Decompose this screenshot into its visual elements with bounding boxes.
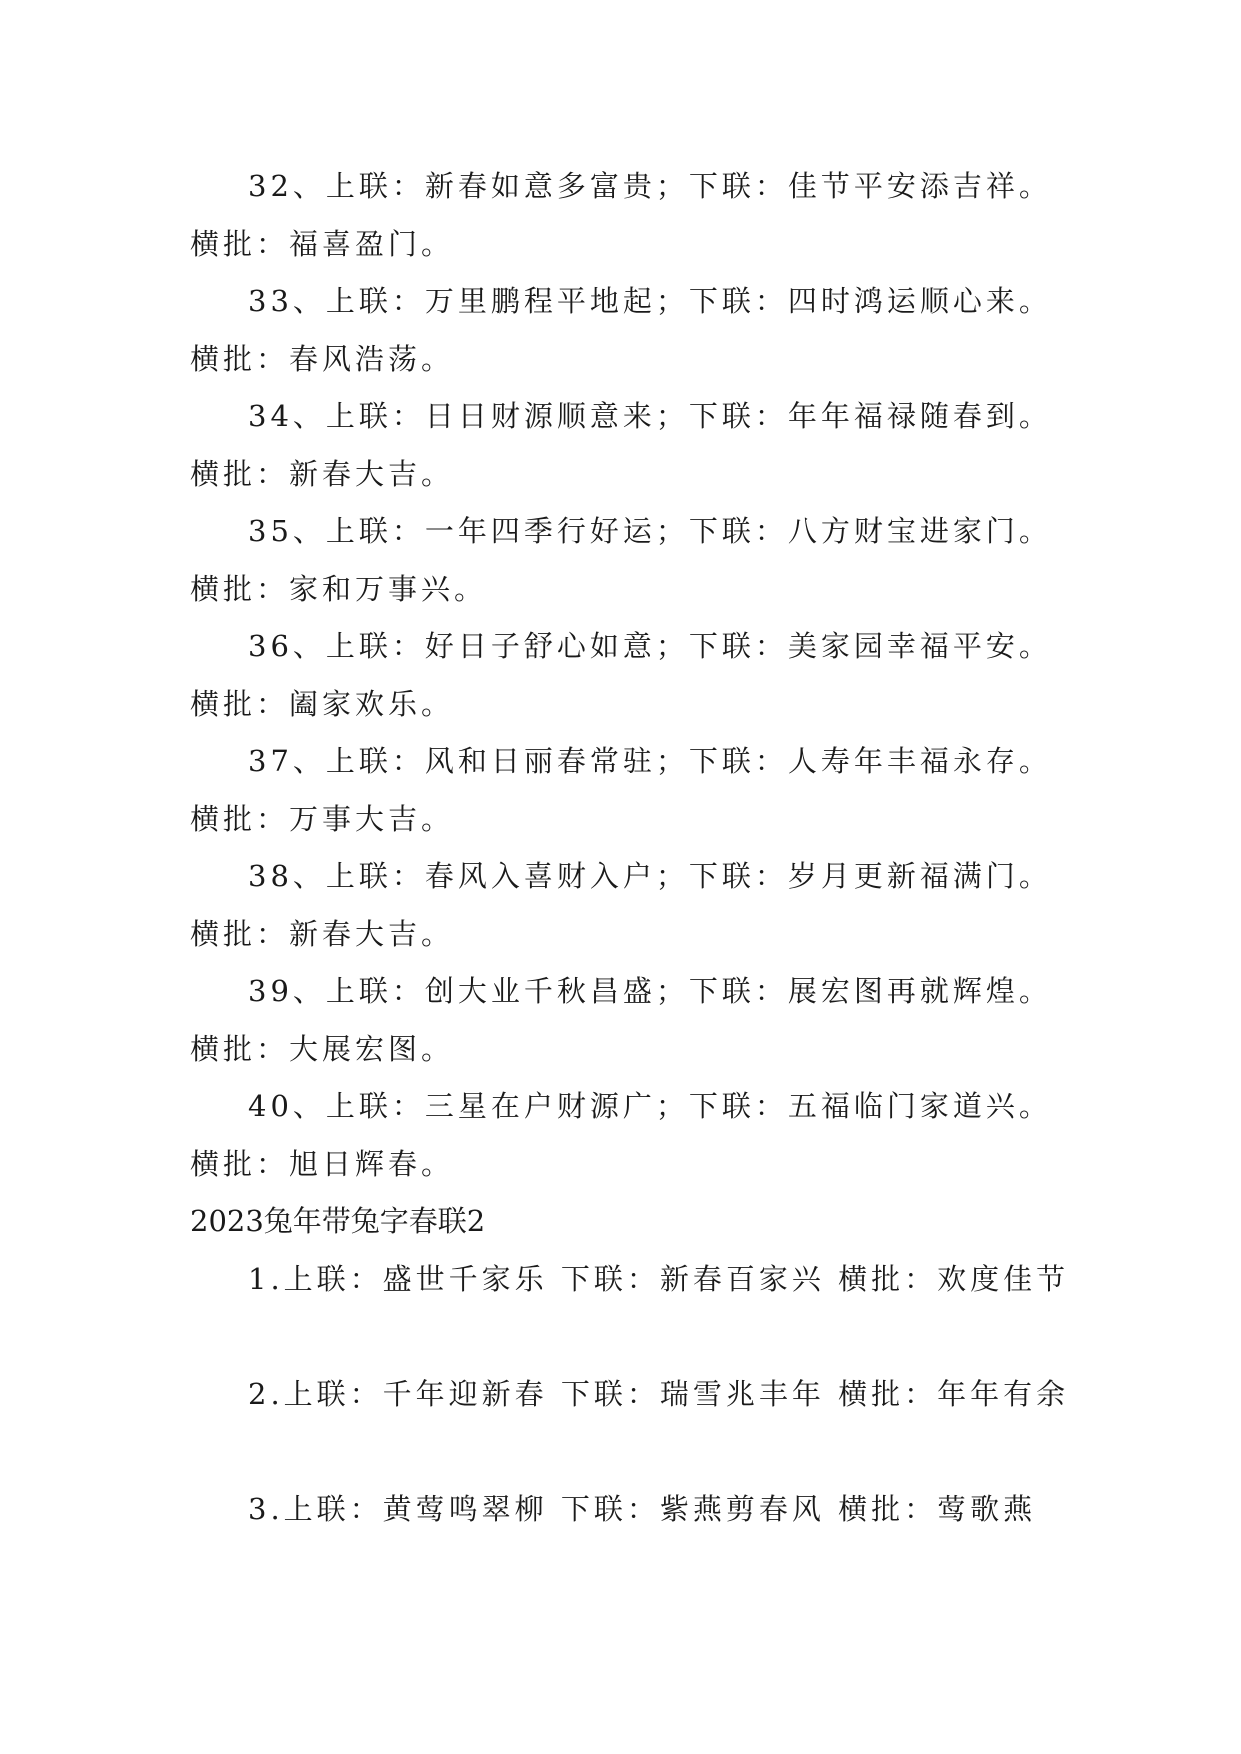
couplet-paragraph-37: 37、上联：风和日丽春常驻；下联：人寿年丰福永存。横批：万事大吉。 <box>190 744 1052 836</box>
couplet-paragraph-40: 40、上联：三星在户财源广；下联：五福临门家道兴。横批：旭日辉春。 <box>190 1089 1052 1181</box>
couplet-paragraph-34: 34、上联：日日财源顺意来；下联：年年福禄随春到。横批：新春大吉。 <box>190 399 1052 491</box>
couplet-paragraph-36: 36、上联：好日子舒心如意；下联：美家园幸福平安。横批：阖家欢乐。 <box>190 629 1052 721</box>
section-heading: 2023兔年带兔字春联2 <box>190 1204 486 1238</box>
couplet-paragraph-38: 38、上联：春风入喜财入户；下联：岁月更新福满门。横批：新春大吉。 <box>190 859 1052 951</box>
couplet-item-1: 1.上联：盛世千家乐 下联：新春百家兴 横批：欢度佳节 <box>248 1262 1070 1296</box>
couplet-item-3: 3.上联：黄莺鸣翠柳 下联：紫燕剪春风 横批：莺歌燕 <box>248 1492 1037 1526</box>
couplet-paragraph-33: 33、上联：万里鹏程平地起；下联：四时鸿运顺心来。横批：春风浩荡。 <box>190 284 1052 376</box>
couplet-paragraph-35: 35、上联：一年四季行好运；下联：八方财宝进家门。横批：家和万事兴。 <box>190 514 1052 606</box>
couplet-item-2: 2.上联：千年迎新春 下联：瑞雪兆丰年 横批：年年有余 <box>248 1377 1070 1411</box>
couplet-paragraph-32: 32、上联：新春如意多富贵；下联：佳节平安添吉祥。横批：福喜盈门。 <box>190 169 1052 261</box>
couplet-paragraph-39: 39、上联：创大业千秋昌盛；下联：展宏图再就辉煌。横批：大展宏图。 <box>190 974 1052 1066</box>
